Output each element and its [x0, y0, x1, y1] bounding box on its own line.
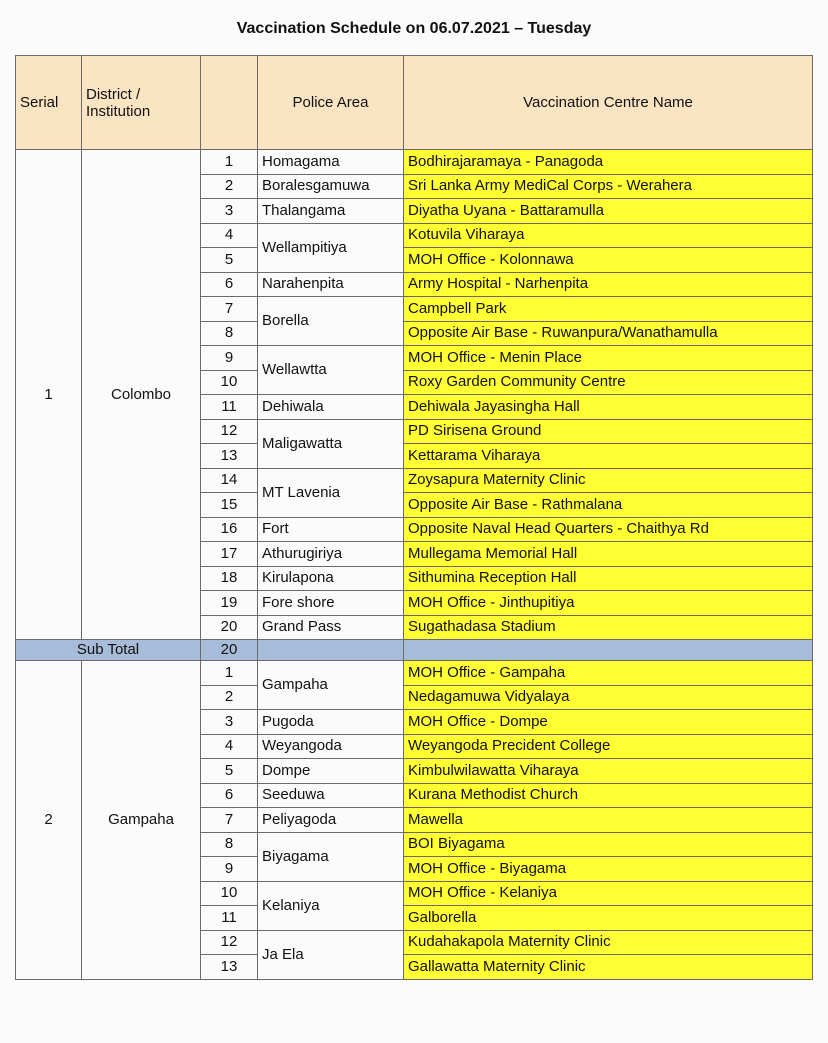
police-area-cell: Wellampitiya [258, 223, 404, 272]
vaccination-centre-cell: Kimbulwilawatta Viharaya [404, 759, 813, 784]
vaccination-centre-cell: PD Sirisena Ground [404, 419, 813, 444]
district-cell: Colombo [82, 150, 201, 640]
vaccination-centre-cell: Nedagamuwa Vidyalaya [404, 685, 813, 710]
row-number-cell: 13 [201, 444, 258, 469]
vaccination-centre-cell: Dehiwala Jayasingha Hall [404, 395, 813, 420]
vaccination-centre-cell: Zoysapura Maternity Clinic [404, 468, 813, 493]
police-area-cell: Pugoda [258, 710, 404, 735]
police-area-cell: Fort [258, 517, 404, 542]
police-area-cell: MT Lavenia [258, 468, 404, 517]
subtotal-value: 20 [201, 640, 258, 661]
row-number-cell: 20 [201, 615, 258, 640]
vaccination-centre-cell: Bodhirajaramaya - Panagoda [404, 150, 813, 175]
vaccination-centre-cell: Opposite Air Base - Ruwanpura/Wanathamulla [404, 321, 813, 346]
row-number-cell: 11 [201, 395, 258, 420]
vaccination-centre-cell: MOH Office - Menin Place [404, 346, 813, 371]
police-area-cell: Peliyagoda [258, 808, 404, 833]
header-police-area: Police Area [258, 56, 404, 150]
vaccination-centre-cell: Army Hospital - Narhenpita [404, 272, 813, 297]
table-body [16, 150, 813, 980]
row-number-cell: 1 [201, 661, 258, 686]
police-area-cell: Kelaniya [258, 881, 404, 930]
police-area-cell: Homagama [258, 150, 404, 175]
police-area-cell: Ja Ela [258, 930, 404, 979]
page-title: Vaccination Schedule on 06.07.2021 – Tuesday [236, 20, 592, 37]
vaccination-centre-cell: Sri Lanka Army MediCal Corps - Werahera [404, 174, 813, 199]
row-number-cell: 5 [201, 759, 258, 784]
header-district-line1: District / [86, 85, 141, 103]
police-area-cell: Boralesgamuwa [258, 174, 404, 199]
row-number-cell: 14 [201, 468, 258, 493]
vaccination-centre-cell: MOH Office - Kelaniya [404, 881, 813, 906]
police-area-cell: Seeduwa [258, 783, 404, 808]
row-number-cell: 2 [201, 174, 258, 199]
header-centre-name: Vaccination Centre Name [404, 56, 813, 150]
vaccination-centre-cell: MOH Office - Kolonnawa [404, 248, 813, 273]
vaccination-centre-cell: Campbell Park [404, 297, 813, 322]
police-area-cell: Kirulapona [258, 566, 404, 591]
row-number-cell: 8 [201, 321, 258, 346]
subtotal-label: Sub Total [16, 640, 201, 661]
row-number-cell: 12 [201, 419, 258, 444]
serial-cell: 2 [16, 661, 82, 980]
row-number-cell: 7 [201, 297, 258, 322]
district-cell: Gampaha [82, 661, 201, 980]
row-number-cell: 19 [201, 591, 258, 616]
row-number-cell: 1 [201, 150, 258, 175]
row-number-cell: 10 [201, 370, 258, 395]
row-number-cell: 17 [201, 542, 258, 567]
vaccination-centre-cell: Diyatha Uyana - Battaramulla [404, 199, 813, 224]
row-number-cell: 10 [201, 881, 258, 906]
vaccination-centre-cell: MOH Office - Dompe [404, 710, 813, 735]
header-serial: Serial [16, 56, 82, 150]
vaccination-centre-cell: Weyangoda Precident College [404, 734, 813, 759]
vaccination-centre-cell: Kettarama Viharaya [404, 444, 813, 469]
vaccination-centre-cell: Sugathadasa Stadium [404, 615, 813, 640]
vaccination-centre-cell: Galborella [404, 906, 813, 931]
subtotal-empty-cell [258, 640, 404, 661]
subtotal-empty-cell [404, 640, 813, 661]
police-area-cell: Athurugiriya [258, 542, 404, 567]
police-area-cell: Biyagama [258, 832, 404, 881]
police-area-cell: Maligawatta [258, 419, 404, 468]
row-number-cell: 13 [201, 955, 258, 980]
vaccination-schedule-table [15, 55, 813, 980]
vaccination-centre-cell: Gallawatta Maternity Clinic [404, 955, 813, 980]
police-area-cell: Dompe [258, 759, 404, 784]
row-number-cell: 8 [201, 832, 258, 857]
vaccination-centre-cell: Kudahakapola Maternity Clinic [404, 930, 813, 955]
row-number-cell: 3 [201, 710, 258, 735]
vaccination-centre-cell: Roxy Garden Community Centre [404, 370, 813, 395]
row-number-cell: 2 [201, 685, 258, 710]
police-area-cell: Dehiwala [258, 395, 404, 420]
subtotal-row [16, 640, 813, 661]
police-area-cell: Gampaha [258, 661, 404, 710]
row-number-cell: 6 [201, 272, 258, 297]
police-area-cell: Weyangoda [258, 734, 404, 759]
table-row [16, 150, 813, 175]
row-number-cell: 6 [201, 783, 258, 808]
row-number-cell: 4 [201, 223, 258, 248]
table-header-row [16, 56, 813, 150]
vaccination-centre-cell: Mullegama Memorial Hall [404, 542, 813, 567]
vaccination-centre-cell: Kotuvila Viharaya [404, 223, 813, 248]
police-area-cell: Fore shore [258, 591, 404, 616]
row-number-cell: 16 [201, 517, 258, 542]
vaccination-centre-cell: Mawella [404, 808, 813, 833]
row-number-cell: 5 [201, 248, 258, 273]
row-number-cell: 15 [201, 493, 258, 518]
police-area-cell: Thalangama [258, 199, 404, 224]
row-number-cell: 7 [201, 808, 258, 833]
vaccination-centre-cell: MOH Office - Gampaha [404, 661, 813, 686]
header-district-line2: Institution [86, 102, 151, 120]
row-number-cell: 9 [201, 346, 258, 371]
vaccination-centre-cell: Opposite Air Base - Rathmalana [404, 493, 813, 518]
table-row [16, 661, 813, 686]
police-area-cell: Grand Pass [258, 615, 404, 640]
row-number-cell: 12 [201, 930, 258, 955]
vaccination-centre-cell: MOH Office - Biyagama [404, 857, 813, 882]
row-number-cell: 9 [201, 857, 258, 882]
police-area-cell: Narahenpita [258, 272, 404, 297]
header-district [82, 56, 201, 150]
police-area-cell: Borella [258, 297, 404, 346]
vaccination-centre-cell: Opposite Naval Head Quarters - Chaithya Rd [404, 517, 813, 542]
header-number [201, 56, 258, 150]
row-number-cell: 4 [201, 734, 258, 759]
row-number-cell: 3 [201, 199, 258, 224]
police-area-cell: Wellawtta [258, 346, 404, 395]
vaccination-centre-cell: BOI Biyagama [404, 832, 813, 857]
row-number-cell: 11 [201, 906, 258, 931]
row-number-cell: 18 [201, 566, 258, 591]
vaccination-centre-cell: Sithumina Reception Hall [404, 566, 813, 591]
serial-cell: 1 [16, 150, 82, 640]
vaccination-centre-cell: MOH Office - Jinthupitiya [404, 591, 813, 616]
vaccination-centre-cell: Kurana Methodist Church [404, 783, 813, 808]
